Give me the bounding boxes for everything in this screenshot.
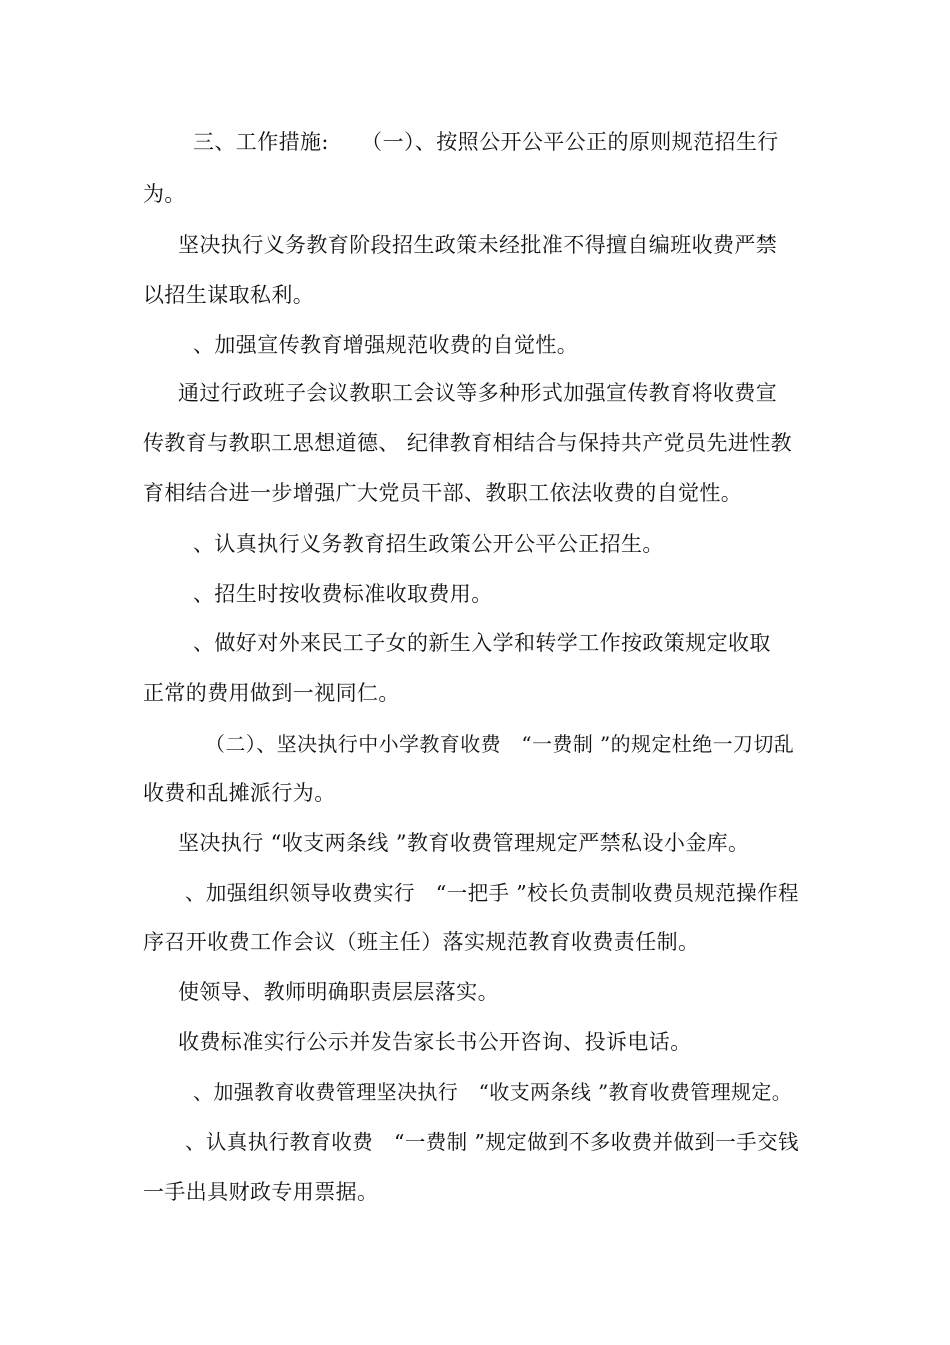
text-line-5: 、加强宣传教育增强规范收费的自觉性。	[193, 333, 579, 357]
text-line-6: 通过行政班子会议教职工会议等多种形式加强宣传教育将收费宣	[178, 381, 778, 405]
text-line-12: 正常的费用做到一视同仁。	[143, 681, 400, 705]
text-line-11: 、做好对外来民工子女的新生入学和转学工作按政策规定收取	[193, 631, 771, 655]
text-line-1: 三、工作措施: （一）、按照公开公平公正的原则规范招生行	[193, 130, 779, 154]
text-line-9: 、认真执行义务教育招生政策公开公平公正招生。	[193, 532, 664, 556]
text-line-21: 、认真执行教育收费 “一费制 ”规定做到不多收费并做到一手交钱	[185, 1130, 799, 1154]
text-line-15: 坚决执行 “收支两条线 ”教育收费管理规定严禁私设小金库。	[178, 831, 750, 855]
text-line-8: 育相结合进一步增强广大党员干部、教职工依法收费的自觉性。	[143, 481, 743, 505]
text-line-17: 序召开收费工作会议（班主任）落实规范教育收费责任制。	[143, 930, 700, 954]
text-line-22: 一手出具财政专用票据。	[143, 1180, 379, 1204]
text-line-2: 为。	[143, 182, 186, 206]
text-line-7: 传教育与教职工思想道德、 纪律教育相结合与保持共产党员先进性教	[143, 431, 793, 455]
text-line-16: 、加强组织领导收费实行 “一把手 ”校长负责制收费员规范操作程	[185, 881, 799, 905]
text-line-18: 使领导、教师明确职责层层落实。	[178, 980, 499, 1004]
text-line-14: 收费和乱摊派行为。	[143, 781, 336, 805]
text-line-10: 、招生时按收费标准收取费用。	[193, 582, 493, 606]
text-line-19: 收费标准实行公示并发告家长书公开咨询、投诉电话。	[178, 1030, 692, 1054]
text-line-4: 以招生谋取私利。	[143, 283, 315, 307]
text-line-20: 、加强教育收费管理坚决执行 “收支两条线 ”教育收费管理规定。	[193, 1080, 793, 1104]
text-line-13: （二）、坚决执行中小学教育收费 “一费制 ”的规定杜绝一刀切乱	[205, 732, 795, 756]
text-line-3: 坚决执行义务教育阶段招生政策未经批准不得擅自编班收费严禁	[178, 233, 778, 257]
